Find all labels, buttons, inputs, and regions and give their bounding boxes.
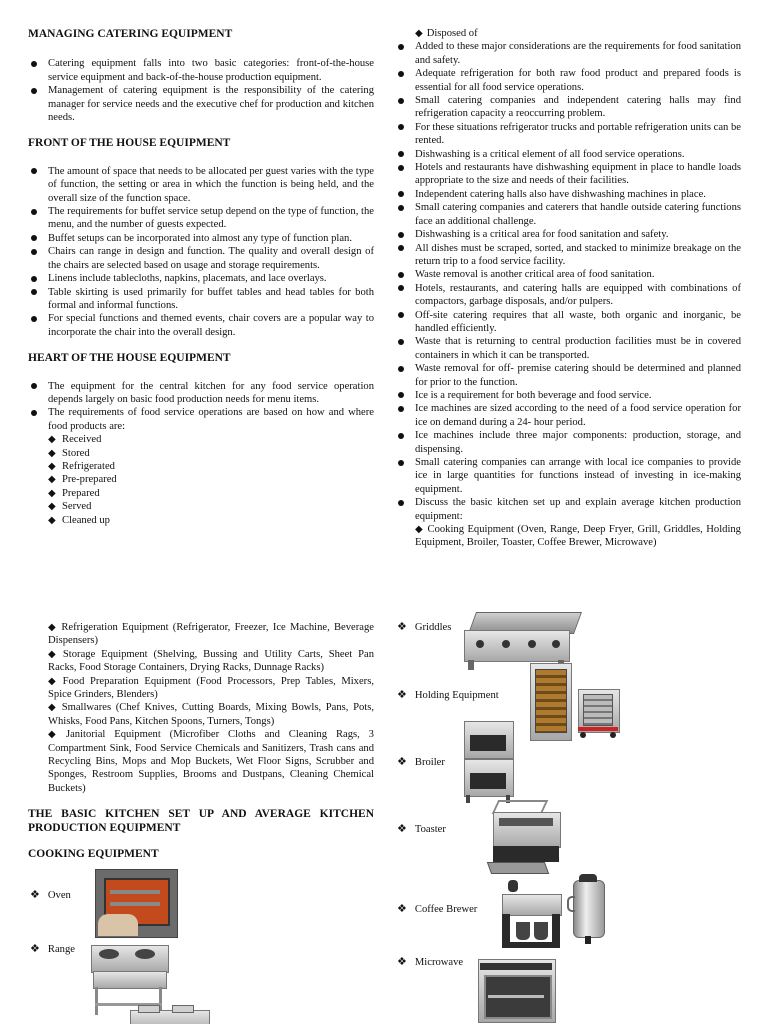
equipment-line: ◆ Smallwares (Chef Knives, Cutting Boards, Mixing Bowls, Pans, Pots, Whisks, Food Pans, Kitchen Spoons, Turners, Tongs) bbox=[48, 702, 374, 727]
oven-label: ❖ Oven bbox=[30, 889, 71, 901]
list-item: Dishwashing is a critical element of all food service operations. bbox=[395, 148, 741, 161]
diamond-bullet-icon: ◆ bbox=[48, 622, 58, 633]
list-item: ◆ Cleaned up bbox=[28, 514, 374, 527]
list-item: ◆ Served bbox=[28, 500, 374, 513]
griddles-label: ❖ Griddles bbox=[397, 621, 452, 633]
range-label: ❖ Range bbox=[30, 943, 75, 955]
star-bullet-icon: ❖ bbox=[397, 956, 407, 968]
list-item: Small catering companies and independent catering halls may find refrigeration capacity a reoccurring problem. bbox=[395, 94, 741, 121]
equipment-line: ◆ Food Preparation Equipment (Food Processors, Prep Tables, Mixers, Spice Grinders, Blenders) bbox=[48, 675, 374, 701]
title-managing-catering: MANAGING CATERING EQUIPMENT bbox=[28, 28, 233, 40]
list-item: Ice is a requirement for both beverage and food service. bbox=[395, 389, 741, 402]
heading-front-of-house: FRONT OF THE HOUSE EQUIPMENT bbox=[28, 137, 231, 150]
heart-list bbox=[28, 380, 374, 434]
microwave-label: ❖ Microwave bbox=[397, 956, 464, 968]
list-item: For special functions and themed events, chair covers are a popular way to incorporate the chair into the overall design. bbox=[28, 312, 374, 339]
disposed-line: ◆ Disposed of bbox=[415, 28, 478, 39]
list-item: Management of catering equipment is the responsibility of the catering manager for service needs and the executive chef for production and kitchen needs. bbox=[28, 84, 374, 124]
list-item: ◆ Received bbox=[28, 433, 374, 446]
list-item: Waste that is returning to central production facilities must be in covered containers in which it can be transported. bbox=[395, 335, 741, 362]
list-item: Small catering companies can arrange with local ice companies to provide ice in large quantities for functions instead of investing in ice-making equipment. bbox=[395, 456, 741, 496]
list-item: Off-site catering requires that all waste, both organic and inorganic, be handled efficiently. bbox=[395, 309, 741, 336]
intro-list bbox=[28, 57, 374, 124]
list-item: Small catering companies and caterers that handle outside catering functions face an additional challenge. bbox=[395, 201, 741, 228]
list-item: Hotels and restaurants have dishwashing equipment in place to handle loads appropriate to the size and needs of their facilities. bbox=[395, 161, 741, 188]
holding-equipment-label: ❖ Holding Equipment bbox=[397, 689, 499, 701]
list-item: Waste removal is another critical area of food sanitation. bbox=[395, 268, 741, 281]
heading-cooking-equipment: COOKING EQUIPMENT bbox=[28, 848, 159, 861]
heading-basic-kitchen: THE BASIC KITCHEN SET UP AND AVERAGE KITCHEN PRODUCTION EQUIPMENT bbox=[28, 808, 374, 834]
left-bottom-column bbox=[28, 621, 374, 862]
list-item: Dishwashing is a critical area for food sanitation and safety. bbox=[395, 228, 741, 241]
list-item: Ice machines include three major components: production, storage, and dispensing. bbox=[395, 429, 741, 456]
equipment-line: ◆ Refrigeration Equipment (Refrigerator, Freezer, Ice Machine, Beverage Dispensers) bbox=[48, 622, 374, 647]
sanitation-list bbox=[395, 40, 741, 523]
diamond-bullet-icon: ◆ bbox=[415, 28, 423, 39]
list-item: The amount of space that needs to be allocated per guest varies with the type of function, the setting or area in which the function is being held, and the overall size of the function space. bbox=[28, 165, 374, 205]
coffee-urn-image bbox=[567, 874, 611, 946]
star-bullet-icon: ❖ bbox=[30, 943, 40, 955]
list-item: Adequate refrigeration for both raw food product and prepared foods is essential for all food service operations. bbox=[395, 67, 741, 94]
list-item: ◆ Stored bbox=[28, 447, 374, 460]
star-bullet-icon: ❖ bbox=[397, 903, 407, 915]
star-bullet-icon: ❖ bbox=[30, 889, 40, 901]
diamond-bullet-icon: ◆ bbox=[415, 524, 424, 536]
list-item: Discuss the basic kitchen set up and explain average kitchen production equipment: bbox=[395, 496, 741, 523]
toaster-image bbox=[487, 800, 565, 878]
diamond-bullet-icon: ◆ bbox=[48, 702, 58, 714]
cooking-equipment-line: ◆ Cooking Equipment (Oven, Range, Deep Fryer, Grill, Griddles, Holding Equipment, Broiler, Toaster, Coffee Brewer, Microwave) bbox=[415, 524, 741, 549]
coffee-brewer-label: ❖ Coffee Brewer bbox=[397, 903, 478, 915]
list-item: Added to these major considerations are the requirements for food sanitation and safety. bbox=[395, 40, 741, 67]
list-item: Ice machines are sized according to the need of a food service operation for ice on demand during a 24- hour period. bbox=[395, 402, 741, 429]
list-item: Table skirting is used primarily for buffet tables and head tables for both formal and informal functions. bbox=[28, 286, 374, 313]
equipment-line: ◆ Storage Equipment (Shelving, Bussing and Utility Carts, Sheet Pan Racks, Food Storage Containers, Drying Racks, Dunnage Racks) bbox=[48, 648, 374, 674]
list-item: Hotels, restaurants, and catering halls are equipped with combinations of compactors, garbage disposals, and/or pulpers. bbox=[395, 282, 741, 309]
deep-fryer-image bbox=[128, 1004, 212, 1024]
holding-cabinet-image bbox=[530, 663, 574, 743]
heading-heart-of-house: HEART OF THE HOUSE EQUIPMENT bbox=[28, 352, 231, 365]
diamond-bullet-icon: ◆ bbox=[48, 648, 59, 660]
front-list bbox=[28, 165, 374, 339]
list-item: Waste removal for off- premise catering should be determined and planned for prior to the function. bbox=[395, 362, 741, 389]
broiler-image bbox=[462, 721, 516, 805]
list-item: Catering equipment falls into two basic categories: front-of-the-house service equipment and back-of-the-house production equipment. bbox=[28, 57, 374, 84]
broiler-label: ❖ Broiler bbox=[397, 756, 445, 768]
holding-cart-image bbox=[578, 689, 620, 741]
list-item: ◆ Prepared bbox=[28, 487, 374, 500]
star-bullet-icon: ❖ bbox=[397, 823, 407, 835]
list-item: Buffet setups can be incorporated into almost any type of function plan. bbox=[28, 232, 374, 245]
list-item: ◆ Refrigerated bbox=[28, 460, 374, 473]
list-item: ◆ Pre-prepared bbox=[28, 473, 374, 486]
coffee-brewer-image bbox=[500, 880, 564, 950]
heart-sub-list bbox=[28, 433, 374, 527]
list-item: All dishes must be scraped, sorted, and stacked to minimize breakage on the return trip to a food service facility. bbox=[395, 242, 741, 269]
right-top-column bbox=[395, 27, 741, 550]
list-item: Independent catering halls also have dishwashing machines in place. bbox=[395, 188, 741, 201]
microwave-image bbox=[476, 957, 556, 1024]
list-item: Chairs can range in design and function. The quality and overall design of the chairs are selected based on usage and storage requirements. bbox=[28, 245, 374, 272]
star-bullet-icon: ❖ bbox=[397, 689, 407, 701]
diamond-bullet-icon: ◆ bbox=[48, 675, 59, 687]
oven-image bbox=[95, 869, 178, 938]
toaster-label: ❖ Toaster bbox=[397, 823, 446, 835]
list-item: The requirements of food service operations are based on how and where food products are: bbox=[28, 406, 374, 433]
left-top-column bbox=[28, 28, 374, 527]
list-item: For these situations refrigerator trucks and portable refrigeration units can be rented. bbox=[395, 121, 741, 148]
star-bullet-icon: ❖ bbox=[397, 621, 407, 633]
star-bullet-icon: ❖ bbox=[397, 756, 407, 768]
equipment-line: ◆ Janitorial Equipment (Microfiber Cloths and Cleaning Rags, 3 Compartment Sink, Food Service Chemicals and Sanitizers, Trash cans and Recycling Bins, Mops and Mop Buckets, Wet Floor Signs, Scrubber and Sponges, Restroom Supplies, Brooms and Dustpans, Cleaning Chemical Buckets) bbox=[48, 729, 374, 794]
list-item: The equipment for the central kitchen for any food service operation depends largely on basic food production needs for menu items. bbox=[28, 380, 374, 407]
list-item: Linens include tablecloths, napkins, placemats, and lace overlays. bbox=[28, 272, 374, 285]
list-item: The requirements for buffet service setup depend on the type of function, the menu, and the number of guests expected. bbox=[28, 205, 374, 232]
diamond-bullet-icon: ◆ bbox=[48, 729, 62, 741]
